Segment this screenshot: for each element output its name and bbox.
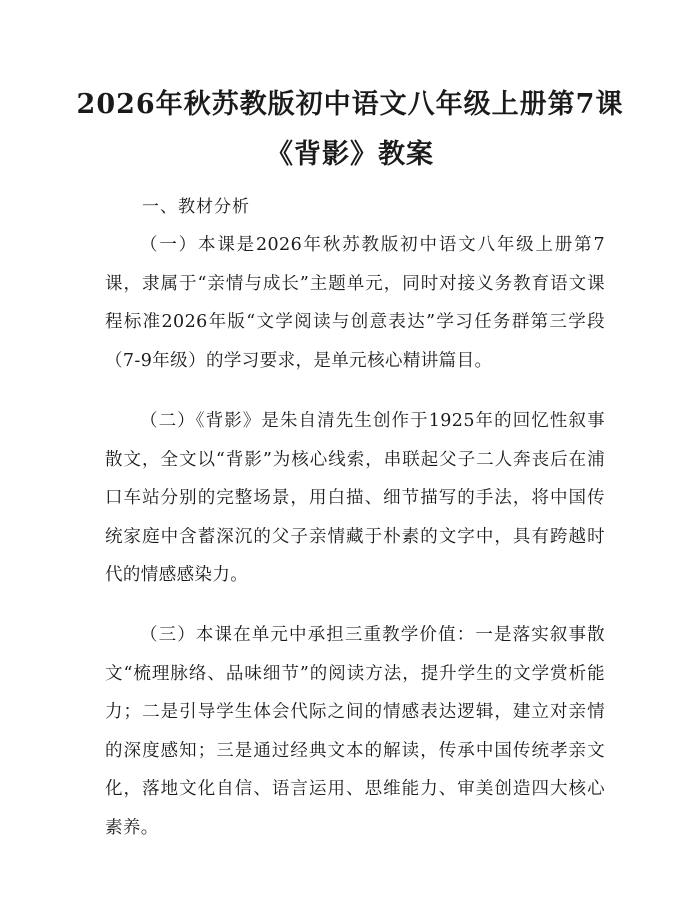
document-title-line-1: 2026年秋苏教版初中语文八年级上册第7课 [76, 89, 624, 120]
paragraph-2: （二）《背影》是朱自清先生创作于1925年的回忆性叙事散文，全文以“背影”为核心线索，串联起父子二人奔丧后在浦口车站分别的完整场景，用白描、细节描写的手法，将中国传统家庭中含蓄深沉的父子亲情藏于朴素的文字中，具有跨越时代的情感感染力。 [105, 411, 605, 585]
document-title-line-2: 《背影》教案 [266, 139, 434, 170]
paragraph-3: （三）本课在单元中承担三重教学价值：一是落实叙事散文“梳理脉络、品味细节”的阅读方法，提升学生的文学赏析能力；二是引导学生体会代际之间的情感表达逻辑，建立对亲情的深度感知；三是通过经典文本的解读，传承中国传统孝亲文化，落地文化自信、语言运用、思维能力、审美创造四大核心素养。 [105, 625, 605, 838]
paragraph-1: （一）本课是2026年秋苏教版初中语文八年级上册第7课，隶属于“亲情与成长”主题单元，同时对接义务教育语文课程标准2026年版“文学阅读与创意表达”学习任务群第三学段（7-9年级）的学习要求，是单元核心精讲篇目。 [105, 235, 605, 371]
section-heading: 一、教材分析 [142, 197, 250, 217]
